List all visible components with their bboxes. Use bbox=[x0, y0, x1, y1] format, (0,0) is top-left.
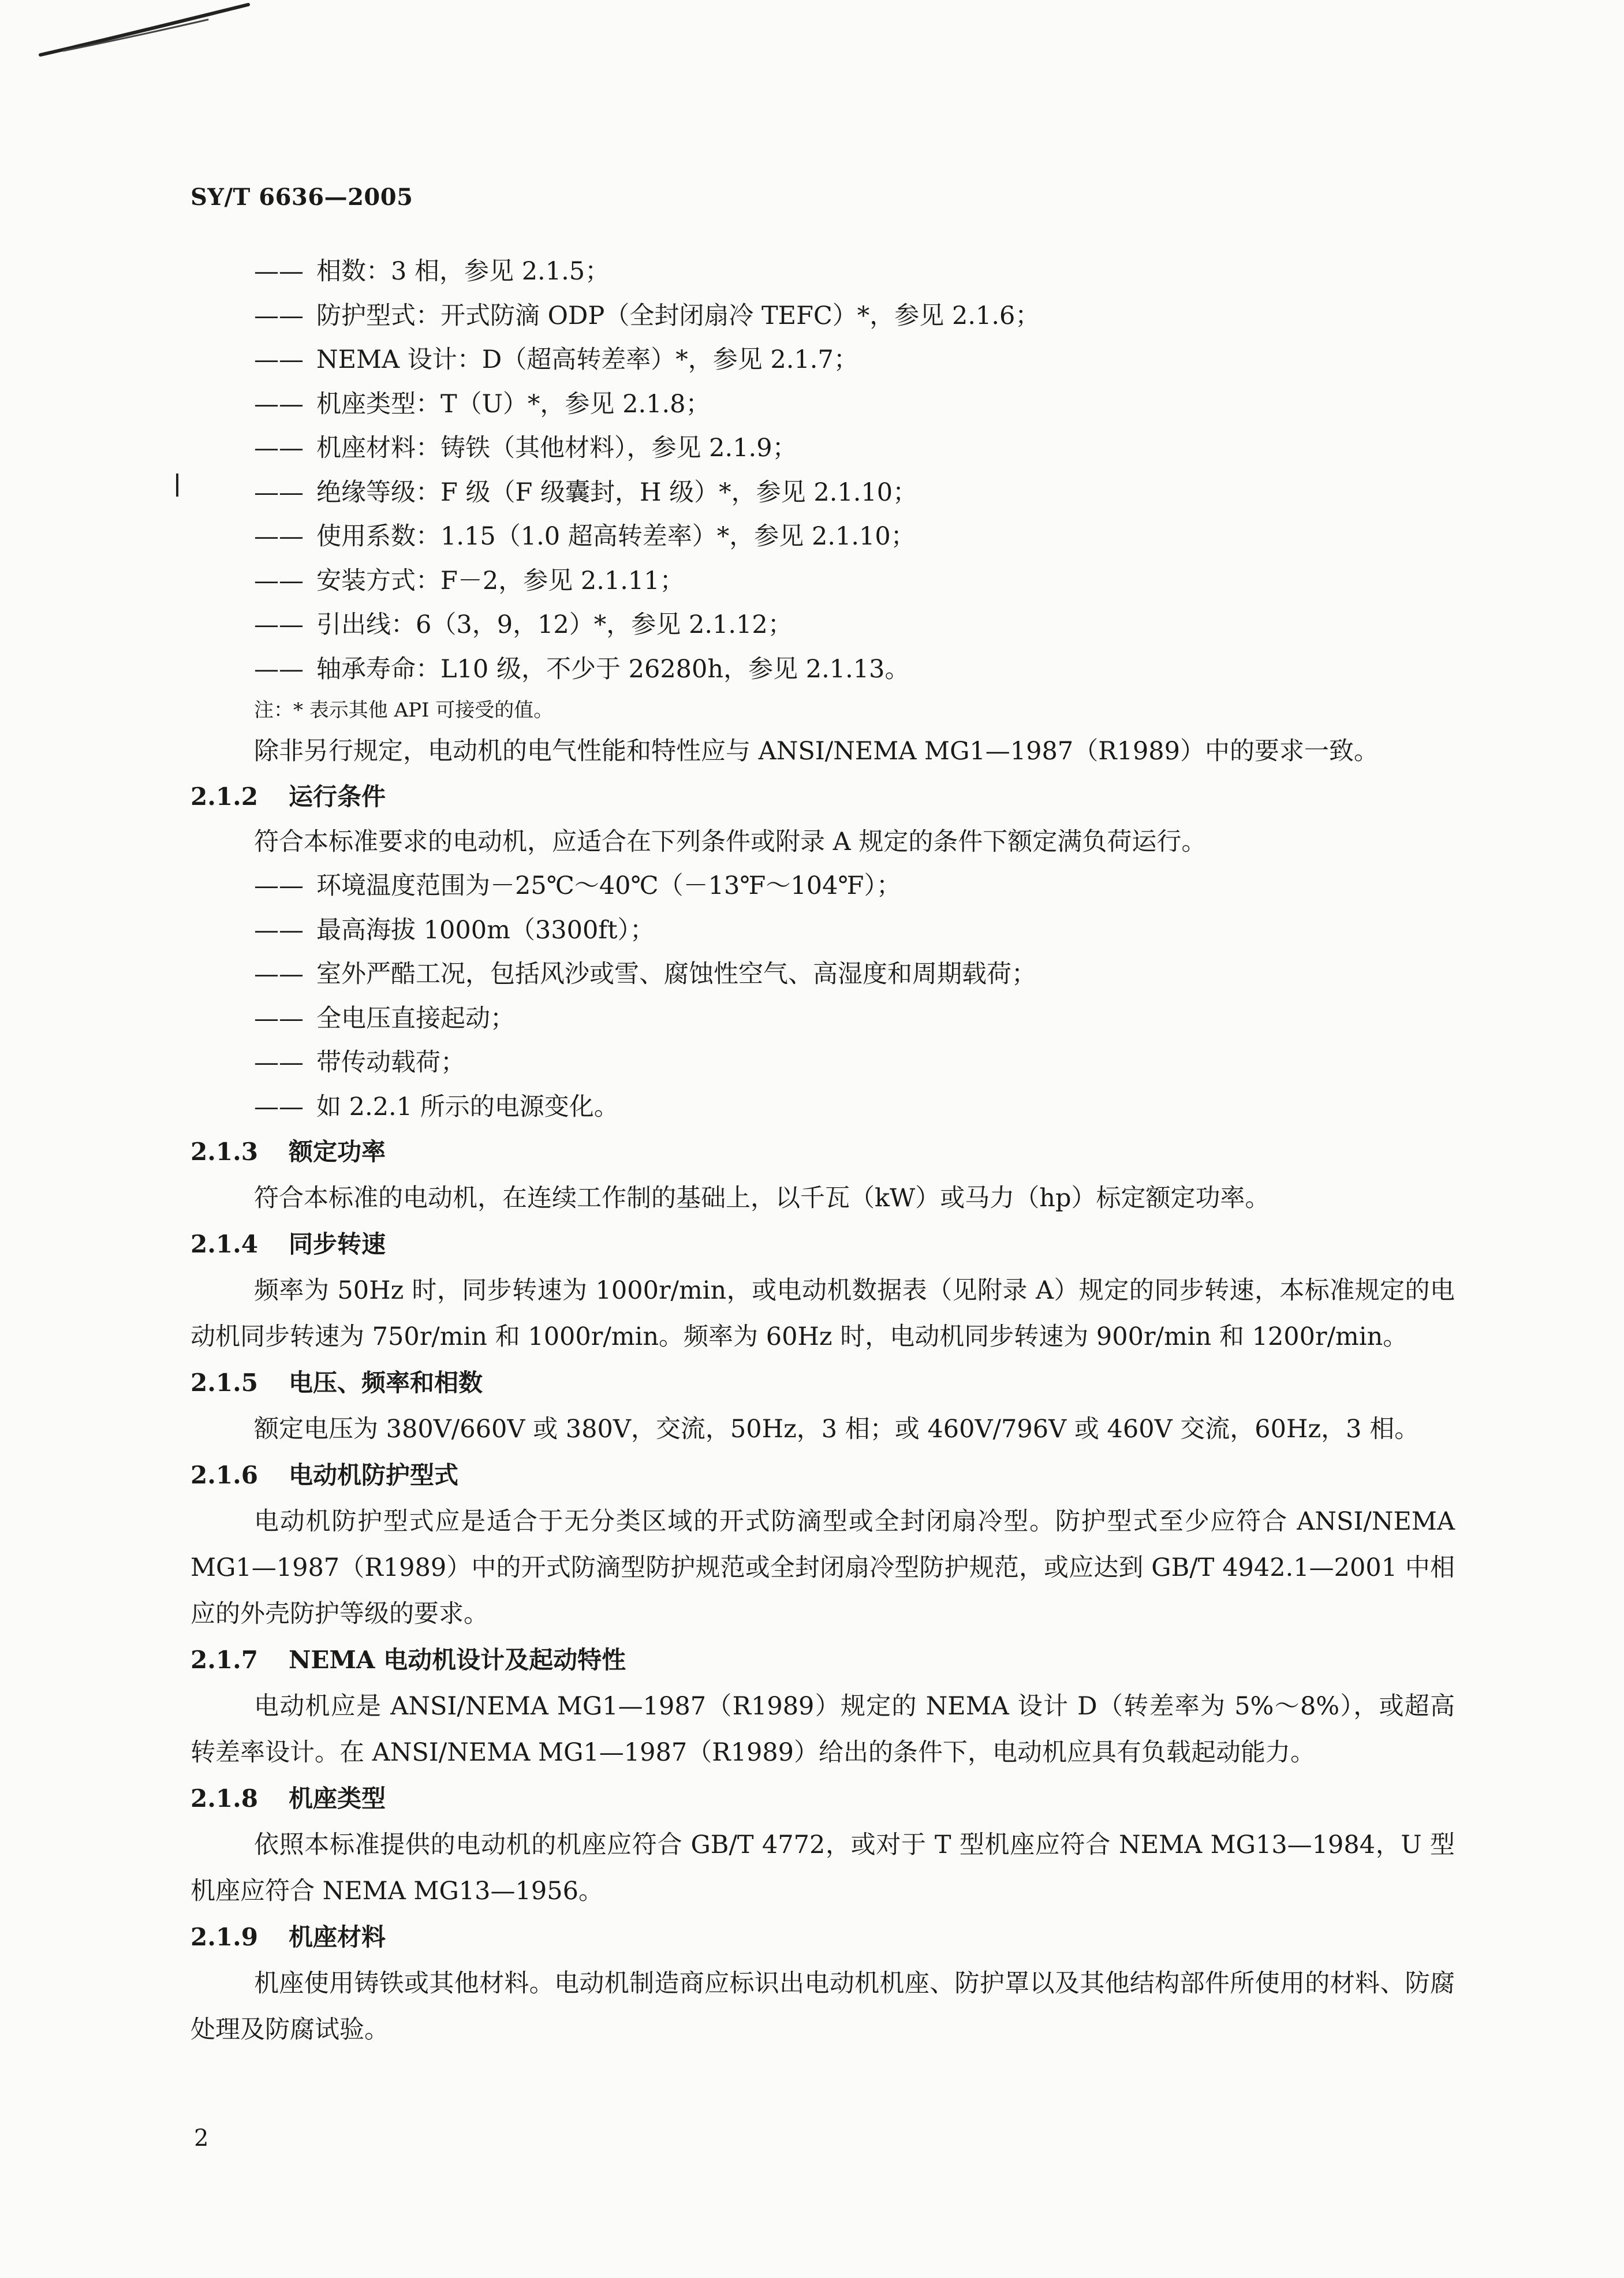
list-item-text: NEMA 设计：D（超高转差率）*，参见 2.1.7； bbox=[316, 345, 858, 374]
section-heading-2-1-5 bbox=[191, 1360, 1455, 1406]
section-title: 电动机防护型式 bbox=[289, 1461, 459, 1489]
list-item-mounting bbox=[191, 559, 1455, 603]
footnote: 注：* 表示其他 API 可接受的值。 bbox=[254, 699, 554, 722]
section-number: 2.1.2 bbox=[191, 782, 258, 811]
list-item-text: 相数：3 相，参见 2.1.5； bbox=[316, 257, 610, 286]
dash-prefix: —— bbox=[254, 522, 304, 551]
section-title: 电压、频率和相数 bbox=[289, 1369, 483, 1397]
dash-prefix: —— bbox=[254, 654, 304, 684]
dash-prefix: —— bbox=[254, 566, 304, 595]
dash-prefix: —— bbox=[254, 389, 304, 419]
intro-paragraph: 除非另行规定，电动机的电气性能和特性应与 ANSI/NEMA MG1—1987（R1989）中的要求一致。 bbox=[254, 737, 1379, 766]
section-number: 2.1.7 bbox=[191, 1646, 258, 1674]
dash-prefix: —— bbox=[254, 610, 304, 639]
list-item-text: 绝缘等级：F 级（F 级囊封，H 级）*，参见 2.1.10； bbox=[316, 478, 918, 507]
dash-prefix: —— bbox=[254, 434, 304, 463]
list-item-frame-type bbox=[191, 382, 1455, 427]
scan-pen-stroke bbox=[0, 0, 271, 69]
list-item bbox=[191, 997, 1455, 1041]
dash-prefix: —— bbox=[254, 1048, 304, 1077]
list-item-insulation bbox=[191, 471, 1455, 515]
list-item-phases bbox=[191, 249, 1455, 294]
section-text: 电动机应是 ANSI/NEMA MG1—1987（R1989）规定的 NEMA 设计 D（转差率为 5%～8%），或超高转差率设计。在 ANSI/NEMA MG1—1987（R1989）给出的条件下，电动机应具有负载起动能力。 bbox=[191, 1692, 1455, 1767]
list-item-text: 全电压直接起动； bbox=[316, 1004, 515, 1033]
list-item bbox=[191, 908, 1455, 953]
section-heading-2-1-9 bbox=[191, 1914, 1455, 1960]
page-number: 2 bbox=[194, 2125, 209, 2152]
list-item-frame-material bbox=[191, 426, 1455, 471]
section-number: 2.1.8 bbox=[191, 1784, 258, 1813]
section-title: 机座类型 bbox=[289, 1784, 386, 1813]
list-item-service-factor bbox=[191, 514, 1455, 559]
list-item-text: 使用系数：1.15（1.0 超高转差率）*，参见 2.1.10； bbox=[316, 522, 916, 551]
list-item bbox=[191, 1085, 1455, 1129]
section-heading-2-1-7 bbox=[191, 1637, 1455, 1683]
list-item-text: 如 2.2.1 所示的电源变化。 bbox=[316, 1092, 619, 1121]
section-title: 运行条件 bbox=[289, 782, 386, 811]
dash-prefix: —— bbox=[254, 960, 304, 989]
list-item-enclosure bbox=[191, 294, 1455, 338]
section-number: 2.1.5 bbox=[191, 1369, 258, 1397]
section-text: 依照本标准提供的电动机的机座应符合 GB/T 4772，或对于 T 型机座应符合 NEMA MG13—1984，U 型机座应符合 NEMA MG13—1956。 bbox=[191, 1830, 1455, 1906]
section-heading-2-1-6 bbox=[191, 1452, 1455, 1498]
list-item-text: 机座类型：T（U）*，参见 2.1.8； bbox=[316, 389, 711, 419]
list-item-bearing-life bbox=[191, 647, 1455, 692]
list-item bbox=[191, 952, 1455, 997]
section-heading-2-1-4 bbox=[191, 1221, 1455, 1267]
list-item-text: 机座材料：铸铁（其他材料），参见 2.1.9； bbox=[316, 434, 797, 463]
section-number: 2.1.9 bbox=[191, 1923, 258, 1951]
section-text: 机座使用铸铁或其他材料。电动机制造商应标识出电动机机座、防护罩以及其他结构部件所使用的材料、防腐处理及防腐试验。 bbox=[191, 1969, 1455, 2044]
section-heading-2-1-2 bbox=[191, 774, 1455, 820]
section-number: 2.1.4 bbox=[191, 1230, 258, 1258]
section-heading-2-1-3 bbox=[191, 1129, 1455, 1175]
dash-prefix: —— bbox=[254, 257, 304, 286]
list-item bbox=[191, 1041, 1455, 1085]
section-heading-2-1-8 bbox=[191, 1776, 1455, 1822]
section-text: 频率为 50Hz 时，同步转速为 1000r/min，或电动机数据表（见附录 A）规定的同步转速，本标准规定的电动机同步转速为 750r/min 和 1000r/min。频率为 60Hz 时，电动机同步转速为 900r/min 和 1200r/min。 bbox=[191, 1276, 1455, 1351]
section-title: 机座材料 bbox=[289, 1923, 386, 1951]
list-item-text: 带传动载荷； bbox=[316, 1048, 465, 1077]
dash-prefix: —— bbox=[254, 915, 304, 945]
section-title: 额定功率 bbox=[289, 1138, 386, 1166]
section-number: 2.1.6 bbox=[191, 1461, 258, 1489]
section-title: NEMA 电动机设计及起动特性 bbox=[289, 1646, 626, 1674]
dash-prefix: —— bbox=[254, 345, 304, 374]
dash-prefix: —— bbox=[254, 301, 304, 330]
list-item-text: 防护型式：开式防滴 ODP（全封闭扇冷 TEFC）*，参见 2.1.6； bbox=[316, 301, 1040, 330]
list-item-text: 引出线：6（3，9，12）*，参见 2.1.12； bbox=[316, 610, 793, 639]
list-item-text: 环境温度范围为－25℃～40℃（－13℉～104℉）； bbox=[316, 871, 901, 900]
revision-mark bbox=[176, 474, 178, 497]
list-item-nema-design bbox=[191, 338, 1455, 382]
section-text: 额定电压为 380V/660V 或 380V，交流，50Hz，3 相；或 460V/796V 或 460V 交流，60Hz，3 相。 bbox=[254, 1415, 1420, 1444]
list-item bbox=[191, 864, 1455, 908]
dash-prefix: —— bbox=[254, 478, 304, 507]
section-title: 同步转速 bbox=[289, 1230, 386, 1258]
section-lead: 符合本标准要求的电动机，应适合在下列条件或附录 A 规定的条件下额定满负荷运行。 bbox=[254, 827, 1207, 856]
section-number: 2.1.3 bbox=[191, 1138, 258, 1166]
standard-code-header: SY/T 6636—2005 bbox=[191, 184, 413, 211]
section-text: 符合本标准的电动机，在连续工作制的基础上，以千瓦（kW）或马力（hp）标定额定功率。 bbox=[254, 1184, 1270, 1213]
document-body bbox=[191, 249, 1455, 2053]
dash-prefix: —— bbox=[254, 1092, 304, 1121]
list-item-text: 安装方式：F－2，参见 2.1.11； bbox=[316, 566, 685, 595]
dash-prefix: —— bbox=[254, 871, 304, 900]
list-item-text: 轴承寿命：L10 级，不少于 26280h，参见 2.1.13。 bbox=[316, 654, 910, 684]
list-item-leads bbox=[191, 603, 1455, 647]
list-item-text: 室外严酷工况，包括风沙或雪、腐蚀性空气、高湿度和周期载荷； bbox=[316, 960, 1036, 989]
list-item-text: 最高海拔 1000m（3300ft）； bbox=[316, 915, 655, 945]
dash-prefix: —— bbox=[254, 1004, 304, 1033]
section-text: 电动机防护型式应是适合于无分类区域的开式防滴型或全封闭扇冷型。防护型式至少应符合 ANSI/NEMA MG1—1987（R1989）中的开式防滴型防护规范或全封闭扇冷型防护规范，或应达到 GB/T 4942.1—2001 中相应的外壳防护等级的要求。 bbox=[191, 1507, 1455, 1628]
